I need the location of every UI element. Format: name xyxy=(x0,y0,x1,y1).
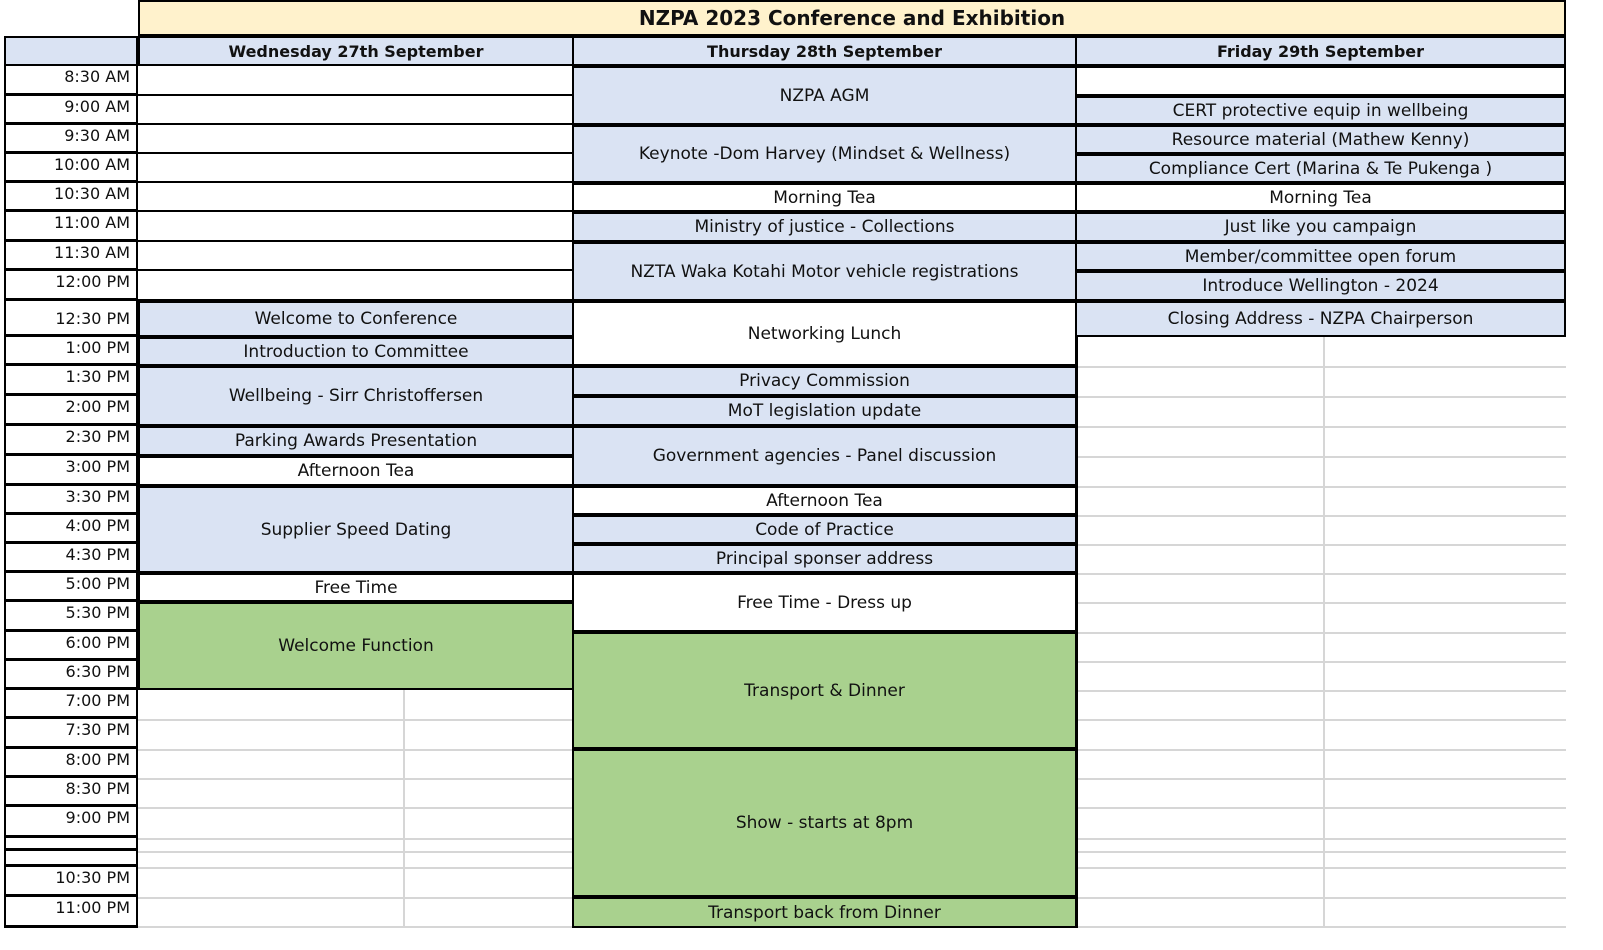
empty-slot xyxy=(138,242,574,271)
event-transport-back: Transport back from Dinner xyxy=(572,897,1077,928)
grid-line xyxy=(1077,544,1566,546)
empty-slot xyxy=(138,125,574,154)
time-slot: 11:00 PM xyxy=(4,897,138,928)
time-slot-compressed xyxy=(4,838,138,851)
grid-line xyxy=(1077,926,1566,928)
event-afternoon-tea: Afternoon Tea xyxy=(138,456,574,486)
day-header-wednesday: Wednesday 27th September xyxy=(138,36,574,66)
time-slot: 6:30 PM xyxy=(4,661,138,690)
grid-line xyxy=(1077,867,1566,869)
time-slot: 8:30 AM xyxy=(4,66,138,96)
event-free-time-dress-up: Free Time - Dress up xyxy=(572,573,1077,632)
time-slot: 8:00 PM xyxy=(4,749,138,778)
event-transport-and-dinner: Transport & Dinner xyxy=(572,632,1077,749)
event-ministry-of-justice: Ministry of justice - Collections xyxy=(572,212,1077,242)
grid-line xyxy=(138,851,572,853)
grid-line xyxy=(138,838,572,840)
event-introduce-wellington: Introduce Wellington - 2024 xyxy=(1075,271,1566,301)
event-welcome-to-conference: Welcome to Conference xyxy=(138,301,574,337)
grid-line xyxy=(138,867,572,869)
time-slot: 2:00 PM xyxy=(4,396,138,426)
event-wellbeing: Wellbeing - Sirr Christoffersen xyxy=(138,366,574,426)
event-supplier-speed-dating: Supplier Speed Dating xyxy=(138,486,574,573)
event-resource-material: Resource material (Mathew Kenny) xyxy=(1075,125,1566,154)
event-introduction-to-committee: Introduction to Committee xyxy=(138,337,574,366)
event-cert-protective-equip: CERT protective equip in wellbeing xyxy=(1075,96,1566,125)
grid-line xyxy=(1077,396,1566,398)
event-morning-tea: Morning Tea xyxy=(1075,183,1566,212)
grid-line xyxy=(1077,719,1566,721)
empty-slot xyxy=(138,271,574,301)
event-free-time: Free Time xyxy=(138,573,574,602)
event-welcome-function: Welcome Function xyxy=(138,602,574,690)
event-mot-legislation: MoT legislation update xyxy=(572,396,1077,426)
grid-line xyxy=(1077,456,1566,458)
grid-line xyxy=(1077,851,1566,853)
grid-line xyxy=(1077,749,1566,751)
grid-line xyxy=(1077,897,1566,899)
time-slot: 10:30 PM xyxy=(4,867,138,897)
grid-line xyxy=(1077,690,1566,692)
time-slot: 4:30 PM xyxy=(4,544,138,573)
time-slot: 12:00 PM xyxy=(4,271,138,301)
empty-slot xyxy=(138,183,574,212)
grid-line xyxy=(1077,366,1566,368)
grid-line xyxy=(1077,515,1566,517)
empty-slot xyxy=(138,66,574,96)
grid-line xyxy=(1077,661,1566,663)
day-header-thursday: Thursday 28th September xyxy=(572,36,1077,66)
event-parking-awards: Parking Awards Presentation xyxy=(138,426,574,456)
time-slot: 11:00 AM xyxy=(4,212,138,242)
grid-line xyxy=(138,926,572,928)
time-slot: 7:00 PM xyxy=(4,690,138,719)
grid-line xyxy=(1077,807,1566,809)
time-slot: 10:30 AM xyxy=(4,183,138,212)
column-border xyxy=(1075,337,1078,928)
grid-line xyxy=(1077,602,1566,604)
time-slot: 1:30 PM xyxy=(4,366,138,396)
event-show: Show - starts at 8pm xyxy=(572,749,1077,897)
time-slot: 9:30 AM xyxy=(4,125,138,154)
time-slot: 8:30 PM xyxy=(4,778,138,807)
grid-line xyxy=(1077,632,1566,634)
grid-line xyxy=(138,897,572,899)
grid-line xyxy=(138,719,572,721)
empty-slot xyxy=(138,212,574,242)
time-slot: 4:00 PM xyxy=(4,515,138,544)
event-keynote: Keynote -Dom Harvey (Mindset & Wellness) xyxy=(572,125,1077,183)
event-morning-tea: Morning Tea xyxy=(572,183,1077,212)
grid-line xyxy=(1077,426,1566,428)
grid-line xyxy=(1077,778,1566,780)
page-title: NZPA 2023 Conference and Exhibition xyxy=(138,0,1566,36)
event-just-like-you-campaign: Just like you campaign xyxy=(1075,212,1566,242)
empty-slot xyxy=(138,96,574,125)
time-slot: 10:00 AM xyxy=(4,154,138,183)
time-slot: 9:00 PM xyxy=(4,807,138,838)
event-nzta: NZTA Waka Kotahi Motor vehicle registrations xyxy=(572,242,1077,301)
time-slot-compressed xyxy=(4,851,138,867)
grid-line xyxy=(138,778,572,780)
time-slot: 3:00 PM xyxy=(4,456,138,486)
grid-line xyxy=(403,690,405,928)
time-column-header xyxy=(4,36,138,66)
event-closing-address: Closing Address - NZPA Chairperson xyxy=(1075,301,1566,337)
time-slot: 11:30 AM xyxy=(4,242,138,271)
empty-slot xyxy=(138,154,574,183)
grid-line xyxy=(1077,486,1566,488)
event-networking-lunch: Networking Lunch xyxy=(572,301,1077,366)
time-slot: 3:30 PM xyxy=(4,486,138,515)
time-slot: 12:30 PM xyxy=(4,301,138,337)
time-slot: 5:00 PM xyxy=(4,573,138,602)
time-slot: 2:30 PM xyxy=(4,426,138,456)
grid-line xyxy=(1077,573,1566,575)
empty-slot xyxy=(1075,66,1566,96)
grid-line xyxy=(1077,838,1566,840)
day-header-friday: Friday 29th September xyxy=(1075,36,1566,66)
event-open-forum: Member/committee open forum xyxy=(1075,242,1566,271)
event-compliance-cert: Compliance Cert (Marina & Te Pukenga ) xyxy=(1075,154,1566,183)
grid-line xyxy=(138,749,572,751)
grid-line xyxy=(138,807,572,809)
time-slot: 1:00 PM xyxy=(4,337,138,366)
event-afternoon-tea: Afternoon Tea xyxy=(572,486,1077,515)
time-slot: 7:30 PM xyxy=(4,719,138,749)
time-slot: 5:30 PM xyxy=(4,602,138,632)
event-nzpa-agm: NZPA AGM xyxy=(572,66,1077,125)
event-code-of-practice: Code of Practice xyxy=(572,515,1077,544)
event-panel-discussion: Government agencies - Panel discussion xyxy=(572,426,1077,486)
event-principal-sponsor: Principal sponser address xyxy=(572,544,1077,573)
time-slot: 6:00 PM xyxy=(4,632,138,661)
time-slot: 9:00 AM xyxy=(4,96,138,125)
event-privacy-commission: Privacy Commission xyxy=(572,366,1077,396)
